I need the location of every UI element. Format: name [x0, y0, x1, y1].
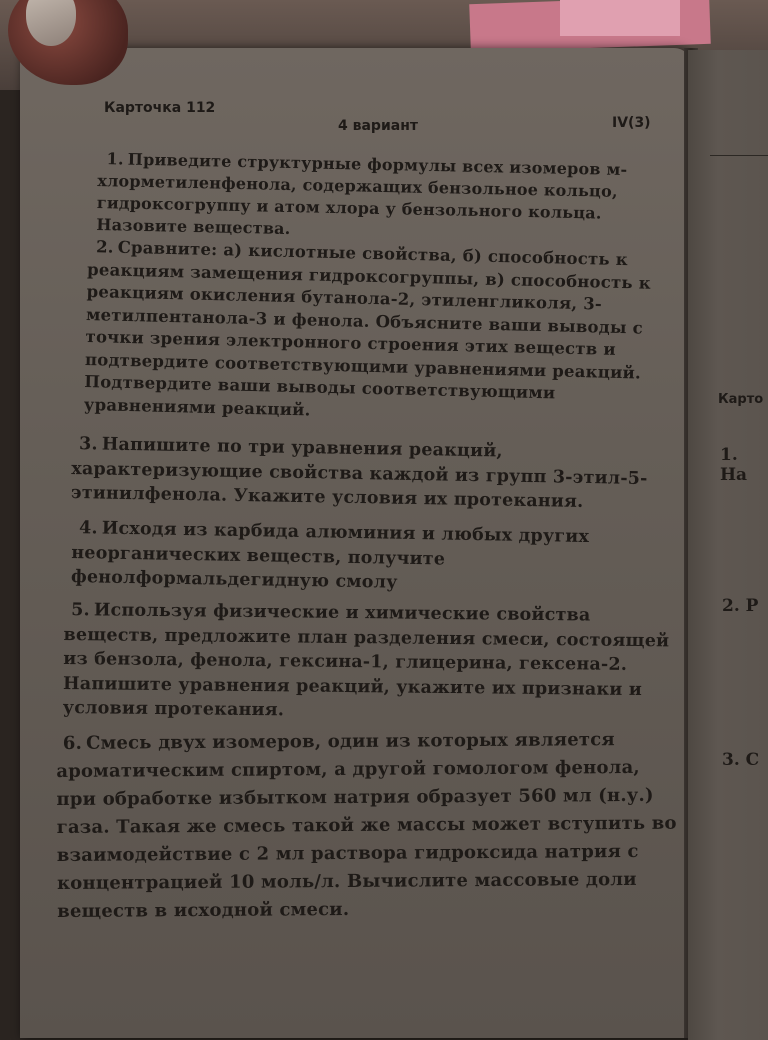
- task-text: Используя физические и химические свойства веществ, предложите план разделения смеси, состоящей из бензола, фенола, гексина-1, глицерина, гексена-2. Напишите уравнения реакций, укажите их признаки и условия протекания.: [62, 600, 670, 721]
- task-3: [71, 432, 670, 516]
- task-6: [56, 726, 681, 926]
- pink-paper-light: [560, 0, 680, 36]
- task-number: 5.: [71, 600, 90, 621]
- right-page-item-1: 1. На: [720, 445, 748, 485]
- task-text: Сравните: а) кислотные свойства, б) способность к реакциям замещения гидроксогруппы, в) способность к реакциям окисления бутанола-2, этиленгликоля, 3-метилпентанола-3 и фенола. Объясните ваши выводы с точки зрения электронного строения этих веществ и подтвердите соответствующими уравнениями реакций. Подтвердите ваши выводы соответствующими уравнениями реакций.: [83, 237, 652, 419]
- task-2: [84, 236, 668, 430]
- task-number: 1.: [106, 149, 124, 169]
- right-page-rule: [710, 155, 768, 156]
- task-4: [71, 516, 670, 600]
- card-code: IV(3): [612, 115, 651, 131]
- task-number: 2.: [95, 237, 114, 257]
- task-number: 6.: [62, 732, 83, 754]
- task-text: Напишите по три уравнения реакций, характеризующие свойства каждой из групп 3-этил-5-этинилфенола. Укажите условия их протекания.: [70, 434, 648, 512]
- task-text: Смесь двух изомеров, один из которых является ароматическим спиртом, а другой гомологом фенола, при обработке избытком натрия образует 560 мл (н.у.) газа. Такая же смесь такой же массы может вступить во взаимодействие с 2 мл раствора гидроксида натрия с концентрацией 10 моль/л. Вычислите массовые доли веществ в исходной смеси.: [56, 729, 677, 922]
- right-page-title: Карто: [718, 392, 764, 407]
- card-label: Карточка 112: [104, 100, 216, 116]
- fingernail: [26, 0, 76, 46]
- variant-title: 4 вариант: [338, 118, 418, 134]
- task-number: 4.: [78, 518, 98, 539]
- right-page-item-3: 3. С: [722, 750, 760, 770]
- task-number: 3.: [78, 434, 98, 455]
- task-text: Приведите структурные формулы всех изомеров м-хлорметиленфенола, содержащих бензольное кольцо, гидроксогруппу и атом хлора у бензольного кольца. Назовите вещества.: [96, 149, 628, 239]
- task-1: [96, 148, 666, 248]
- task-text: Исходя из карбида алюминия и любых других неорганических веществ, получите фенолформальдегидную смолу: [70, 518, 590, 593]
- book-page-right: [688, 50, 768, 1040]
- task-5: [63, 598, 676, 727]
- right-page-item-2: 2. Р: [722, 596, 759, 616]
